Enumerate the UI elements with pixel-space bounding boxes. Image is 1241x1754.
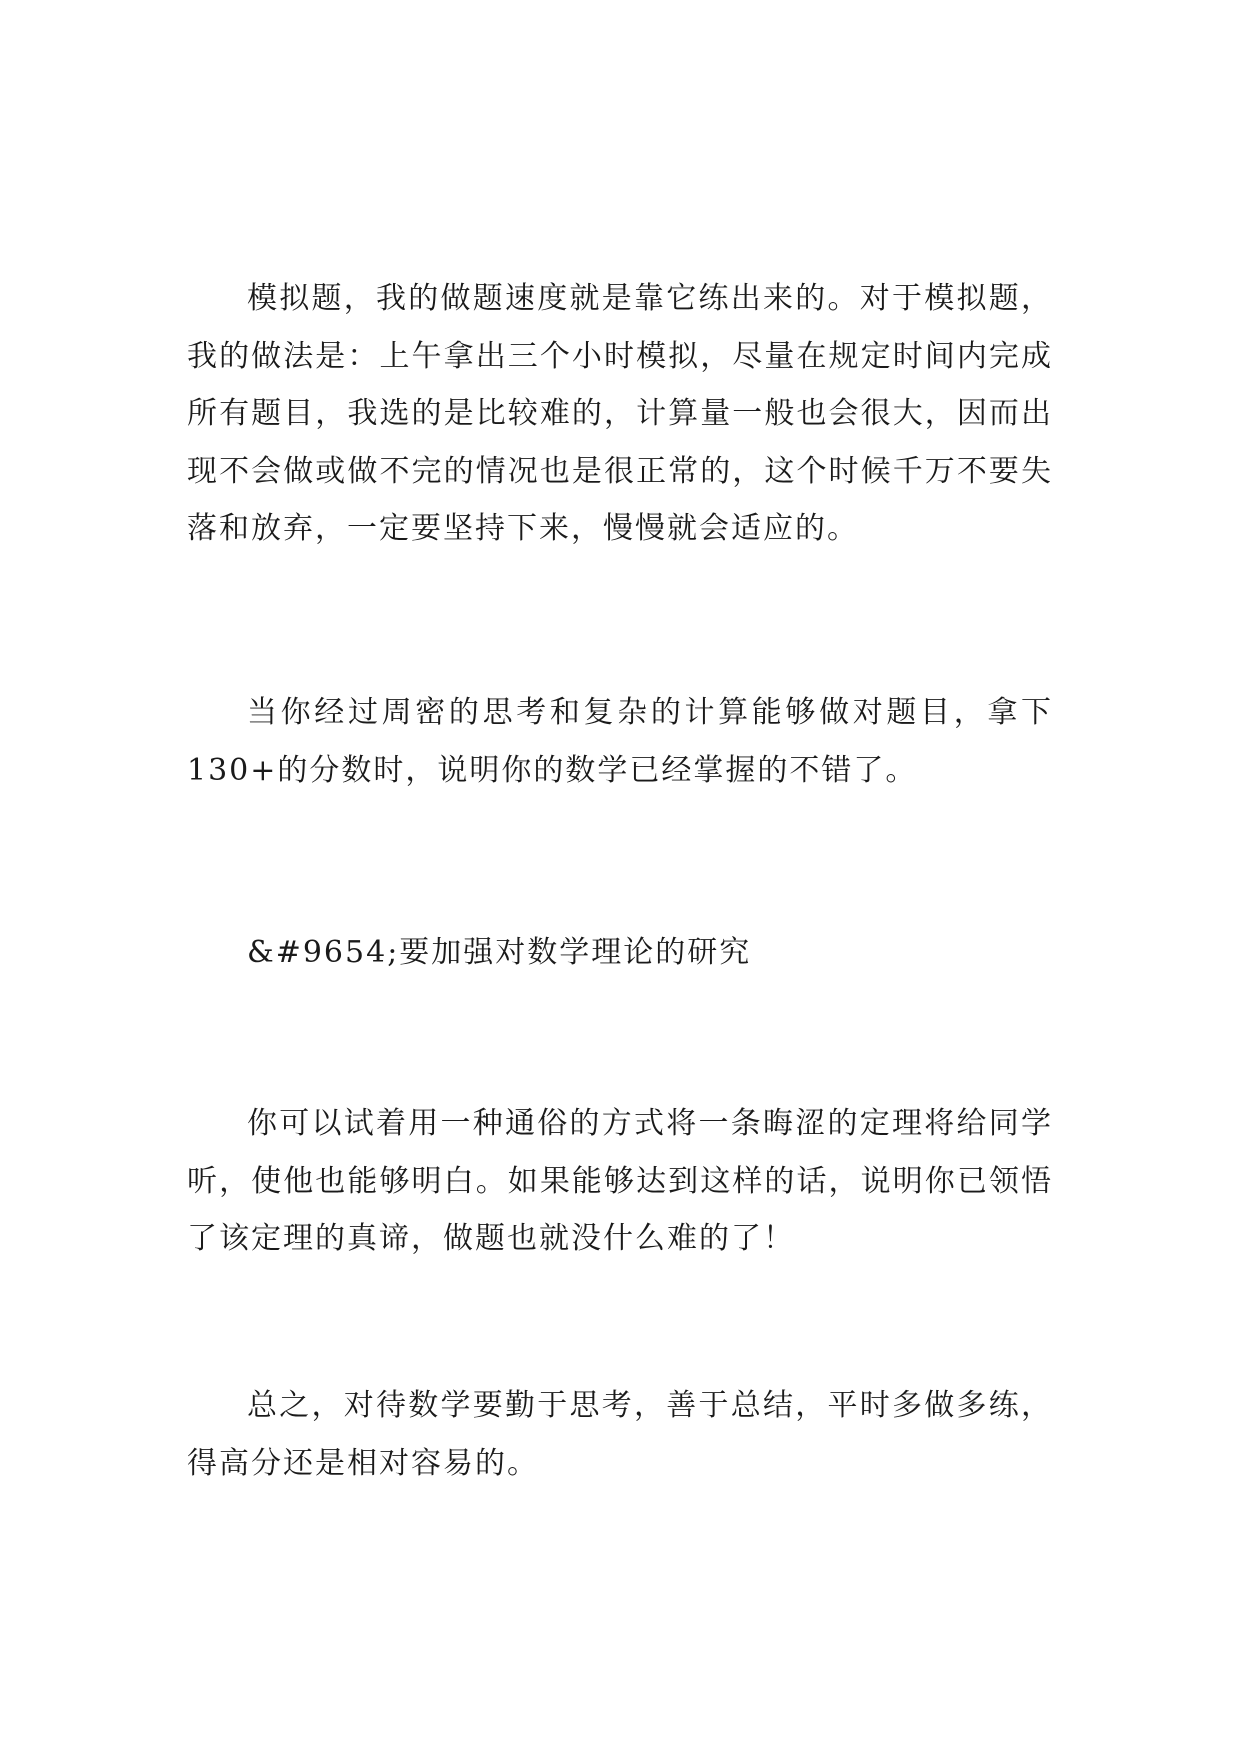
section-heading-math-theory: &#9654;要加强对数学理论的研究: [247, 935, 752, 970]
paragraph-score-130: 当你经过周密的思考和复杂的计算能够做对题目，拿下130+的分数时，说明你的数学已经掌握的不错了。: [187, 695, 1053, 788]
paragraph-explain-theorem: 你可以试着用一种通俗的方式将一条晦涩的定理将给同学听，使他也能够明白。如果能够达到这样的话，说明你已领悟了该定理的真谛，做题也就没什么难的了！: [187, 1106, 1053, 1256]
paragraph-mock-exam-practice: 模拟题，我的做题速度就是靠它练出来的。对于模拟题，我的做法是：上午拿出三个小时模拟，尽量在规定时间内完成所有题目，我选的是比较难的，计算量一般也会很大，因而出现不会做或做不完的情况也是很正常的，这个时候千万不要失落和放弃，一定要坚持下来，慢慢就会适应的。: [187, 281, 1053, 546]
paragraph-conclusion: 总之，对待数学要勤于思考，善于总结，平时多做多练，得高分还是相对容易的。: [187, 1388, 1053, 1481]
